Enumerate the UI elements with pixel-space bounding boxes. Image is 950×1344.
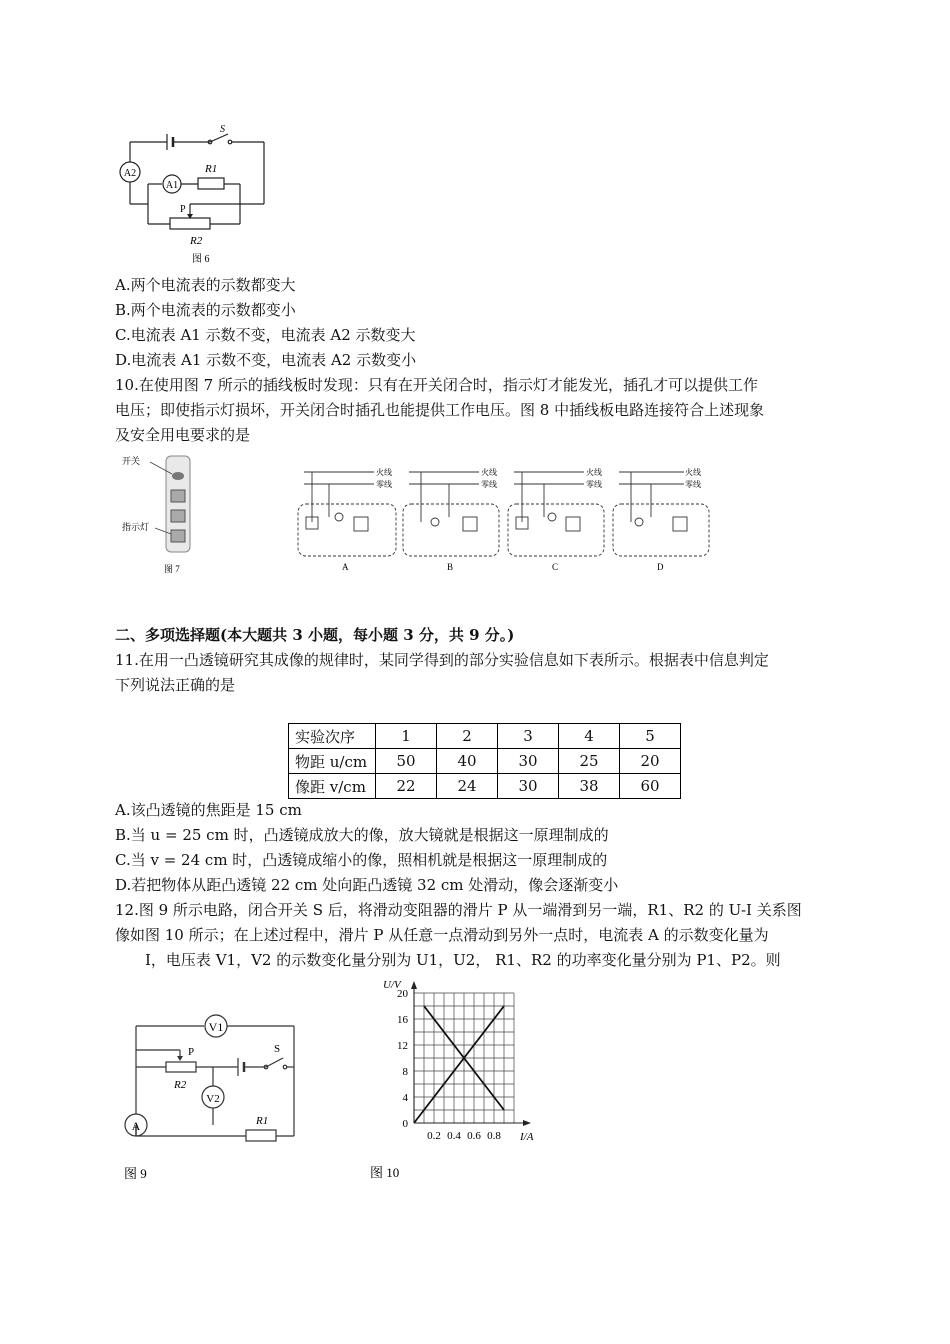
chart-series <box>414 1006 504 1123</box>
table-cell: 20 <box>620 749 681 774</box>
q9-option-c: C.电流表 A1 示数不变，电流表 A2 示数变大 <box>115 326 416 344</box>
neutral-wire-label: 零线 <box>481 480 497 489</box>
q11-option-d: D.若把物体从距凸透镜 22 cm 处向距凸透镜 32 cm 处滑动，像会逐渐变小 <box>115 876 619 894</box>
live-wire-label: 火线 <box>685 468 701 477</box>
switch-s-label: S <box>220 124 225 135</box>
ammeter-a-label: A <box>131 1119 141 1133</box>
switch-s-label: S <box>274 1043 281 1055</box>
x-tick-label: 0.2 <box>427 1130 441 1142</box>
slider-p-label: P <box>188 1046 195 1058</box>
table-cell: 4 <box>559 724 620 749</box>
table-cell: 1 <box>376 724 437 749</box>
figure-9 <box>118 1010 318 1185</box>
q10-stem-line3: 及安全用电要求的是 <box>115 426 251 444</box>
figure-10-caption: 图 10 <box>370 1165 400 1180</box>
row-label-trial: 实验次序 <box>289 724 376 749</box>
x-tick-label: 0.8 <box>487 1130 501 1142</box>
ammeter-a1-label: A1 <box>165 180 179 191</box>
table-cell: 24 <box>437 774 498 799</box>
y-tick-label: 4 <box>402 1092 408 1104</box>
figure-10 <box>365 975 550 1185</box>
table-cell: 40 <box>437 749 498 774</box>
figure-7 <box>120 452 210 577</box>
section-2-heading: 二、多项选择题(本大题共 3 小题，每小题 3 分，共 9 分。) <box>115 626 515 644</box>
slider-p-label: P <box>180 204 186 215</box>
y-tick-label: 20 <box>397 988 408 1000</box>
figure-6 <box>112 122 282 267</box>
voltmeter-v1-label: V1 <box>208 1020 224 1034</box>
u-i-chart <box>365 975 550 1185</box>
table-row <box>289 724 681 749</box>
q9-option-d: D.电流表 A1 示数不变，电流表 A2 示数变小 <box>115 351 417 369</box>
table-cell: 2 <box>437 724 498 749</box>
y-tick-label: 0 <box>402 1118 408 1130</box>
circuit-diagram-9 <box>118 1010 318 1185</box>
y-tick-label: 12 <box>397 1040 408 1052</box>
rheostat-r2-label: R2 <box>174 1079 187 1091</box>
table-cell: 22 <box>376 774 437 799</box>
table-cell: 30 <box>498 774 559 799</box>
x-tick-label: 0.6 <box>467 1130 481 1142</box>
chart-ticks <box>397 988 501 1142</box>
resistor-r1-label: R1 <box>256 1115 269 1127</box>
neutral-wire-label: 零线 <box>376 480 392 489</box>
table-cell: 38 <box>559 774 620 799</box>
q11-stem-line2: 下列说法正确的是 <box>115 676 236 694</box>
voltmeter-v2-label: V2 <box>206 1093 220 1105</box>
wiring-options-diagram <box>294 462 714 577</box>
table-row <box>289 749 681 774</box>
option-d-label: D <box>657 562 664 572</box>
series-line-1 <box>414 1006 504 1123</box>
option-b-diagram <box>403 467 499 572</box>
power-strip-photo <box>120 452 210 577</box>
option-d-diagram <box>613 467 709 572</box>
live-wire-label: 火线 <box>586 468 602 477</box>
figure-7-caption: 图 7 <box>164 564 180 574</box>
live-wire-label: 火线 <box>376 468 392 477</box>
q11-option-a: A.该凸透镜的焦距是 15 cm <box>115 801 302 819</box>
switch-label: 开关 <box>122 456 141 466</box>
table-cell: 25 <box>559 749 620 774</box>
row-label-image-distance: 像距 v/cm <box>289 774 376 799</box>
y-axis-label: U/V <box>383 979 401 991</box>
y-tick-label: 8 <box>402 1066 408 1078</box>
neutral-wire-label: 零线 <box>586 480 602 489</box>
option-c-diagram <box>508 467 604 572</box>
q11-stem-line1: 11.在用一凸透镜研究其成像的规律时，某同学得到的部分实验信息如下表所示。根据表中信息判定 <box>115 651 769 669</box>
figure-6-caption: 图 6 <box>192 254 210 265</box>
y-tick-label: 16 <box>397 1014 408 1026</box>
live-wire-label: 火线 <box>481 468 497 477</box>
row-label-object-distance: 物距 u/cm <box>289 749 376 774</box>
q12-stem-line2: 像如图 10 所示；在上述过程中，滑片 P 从任意一点滑动到另外一点时，电流表 A 的示数变化量为 <box>115 926 769 944</box>
x-axis-arrow <box>523 1120 531 1126</box>
figure-9-caption: 图 9 <box>124 1166 147 1181</box>
option-a-diagram <box>298 467 396 572</box>
q12-stem-line1: 12.图 9 所示电路，闭合开关 S 后，将滑动变阻器的滑片 P 从一端滑到另一端，R1、R2 的 U-I 关系图 <box>115 901 802 919</box>
x-tick-label: 0.4 <box>447 1130 461 1142</box>
q10-stem-line2: 电压；即使指示灯损坏，开关闭合时插孔也能提供工作电压。图 8 中插线板电路连接符合上述现象 <box>115 401 765 419</box>
ammeter-a2-label: A2 <box>123 168 137 179</box>
q9-option-b: B.两个电流表的示数都变小 <box>115 301 296 319</box>
q10-stem-line1: 10.在使用图 7 所示的插线板时发现：只有在开关闭合时，指示灯才能发光，插孔才可以提供工作 <box>115 376 758 394</box>
y-axis-arrow <box>411 981 417 989</box>
q12-stem-line3: I，电压表 V1，V2 的示数变化量分别为 U1，U2， R1、R2 的功率变化量分别为 P1、P2。则 <box>145 951 781 969</box>
figure-8 <box>294 462 714 577</box>
table-cell: 30 <box>498 749 559 774</box>
q11-option-b: B.当 u = 25 cm 时，凸透镜成放大的像，放大镜就是根据这一原理制成的 <box>115 826 609 844</box>
table-cell: 60 <box>620 774 681 799</box>
circuit-diagram-6 <box>112 122 282 267</box>
table-row <box>289 774 681 799</box>
table-cell: 50 <box>376 749 437 774</box>
lens-data-table <box>288 723 681 799</box>
option-a-label: A <box>342 562 349 572</box>
rheostat-r2-label: R2 <box>190 235 203 247</box>
option-c-label: C <box>552 562 559 572</box>
option-b-label: B <box>447 562 454 572</box>
x-axis-label: I/A <box>520 1131 534 1143</box>
table-cell: 3 <box>498 724 559 749</box>
table-cell: 5 <box>620 724 681 749</box>
neutral-wire-label: 零线 <box>685 480 701 489</box>
q11-option-c: C.当 v = 24 cm 时，凸透镜成缩小的像，照相机就是根据这一原理制成的 <box>115 851 608 869</box>
q9-option-a: A.两个电流表的示数都变大 <box>115 276 296 294</box>
indicator-lamp-label: 指示灯 <box>122 522 150 532</box>
resistor-r1-label: R1 <box>205 163 218 175</box>
